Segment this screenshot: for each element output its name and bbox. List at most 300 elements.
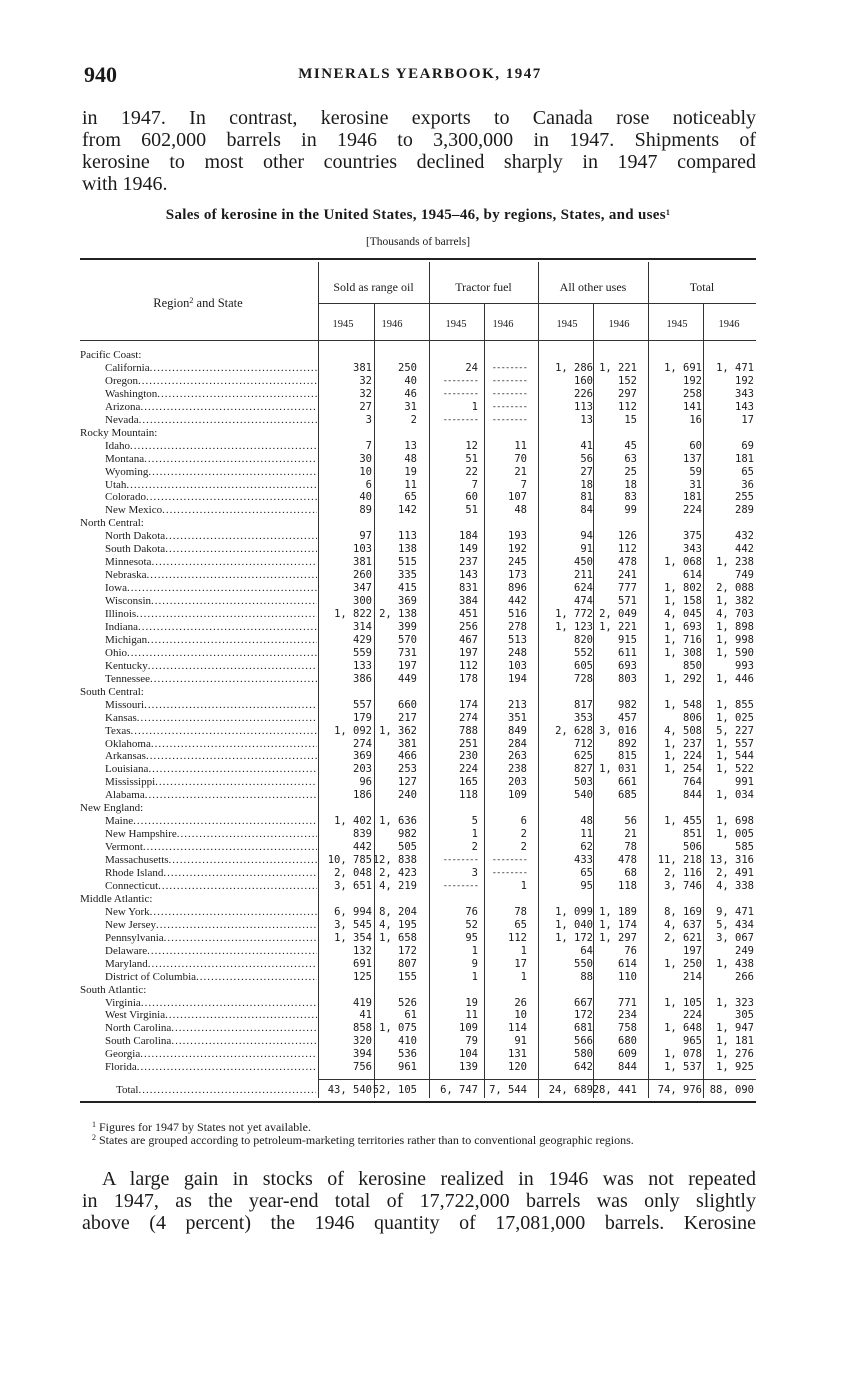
table-cell: 143 bbox=[459, 569, 478, 582]
table-cell: 3, 545 bbox=[334, 918, 372, 931]
table-cell: 982 bbox=[398, 828, 417, 841]
table-cell: 1 bbox=[471, 400, 478, 413]
region-row bbox=[80, 984, 756, 997]
empty-cell: -------- bbox=[491, 414, 527, 425]
table-row bbox=[80, 647, 756, 660]
state-label: Montana ..... bbox=[105, 453, 317, 466]
table-cell: 1, 123 bbox=[555, 620, 593, 633]
table-cell: 1 bbox=[520, 944, 527, 957]
table-row bbox=[80, 362, 756, 375]
table-cell: 12, 838 bbox=[372, 854, 417, 867]
table-cell: 764 bbox=[683, 776, 702, 789]
table-cell: 432 bbox=[735, 530, 754, 543]
table-cell: 110 bbox=[618, 970, 637, 983]
table-cell: 815 bbox=[618, 750, 637, 763]
table-cell: 31 bbox=[689, 478, 702, 491]
table-cell: 1, 822 bbox=[334, 608, 372, 620]
table-cell: 803 bbox=[618, 672, 637, 685]
table-cell: 249 bbox=[735, 944, 754, 957]
table-cell: 10, 785 bbox=[327, 854, 372, 867]
table-row bbox=[80, 789, 756, 802]
table-cell: 381 bbox=[398, 737, 417, 750]
table-cell: 91 bbox=[514, 1035, 527, 1048]
table-row bbox=[80, 569, 756, 582]
table-cell: 1, 557 bbox=[716, 737, 754, 750]
table-cell: 4, 045 bbox=[664, 608, 702, 620]
table-row bbox=[80, 634, 756, 647]
table-cell: 1, 362 bbox=[379, 724, 417, 737]
region-label: North Central: bbox=[80, 517, 144, 530]
table-cell: 605 bbox=[574, 659, 593, 672]
table-cell: 79 bbox=[465, 1035, 478, 1048]
table-row bbox=[80, 854, 756, 867]
table-cell: 526 bbox=[398, 996, 417, 1009]
table-row bbox=[80, 660, 756, 673]
table-cell: 61 bbox=[404, 1009, 417, 1022]
state-label: Nebraska ..... bbox=[105, 569, 317, 582]
table-cell: 1, 078 bbox=[664, 1048, 702, 1061]
table-cell: 353 bbox=[574, 711, 593, 724]
table-cell: 343 bbox=[683, 543, 702, 556]
table-title bbox=[80, 207, 756, 224]
total-cell: 24, 689 bbox=[548, 1084, 593, 1097]
state-label: Colorado ..... bbox=[105, 491, 317, 504]
table-cell: 174 bbox=[459, 698, 478, 711]
intro-line: with 1946. bbox=[82, 173, 168, 195]
table-cell: 133 bbox=[353, 659, 372, 672]
table-cell: 450 bbox=[574, 556, 593, 569]
state-label: South Dakota ..... bbox=[105, 543, 317, 556]
page-number: 940 bbox=[84, 62, 117, 87]
table-cell: 661 bbox=[618, 776, 637, 789]
table-cell: 5, 227 bbox=[716, 724, 754, 737]
table-cell: 94 bbox=[580, 530, 593, 543]
table-cell: 258 bbox=[683, 387, 702, 400]
state-label: Illinois ..... bbox=[105, 608, 317, 621]
region-row bbox=[80, 349, 756, 362]
table-cell: 1, 402 bbox=[334, 815, 372, 828]
table-cell: 758 bbox=[618, 1022, 637, 1035]
table-cell: 224 bbox=[683, 1009, 702, 1022]
table-cell: 65 bbox=[580, 867, 593, 879]
table-cell: 224 bbox=[459, 763, 478, 776]
table-row bbox=[80, 919, 756, 932]
table-cell: 103 bbox=[508, 659, 527, 672]
table-title-footnote-ref: 1 bbox=[665, 208, 671, 217]
table-cell: 1, 308 bbox=[664, 646, 702, 659]
table-cell: 3, 746 bbox=[664, 879, 702, 892]
table-cell: 1, 455 bbox=[664, 815, 702, 828]
table-cell: 466 bbox=[398, 750, 417, 763]
region-row bbox=[80, 517, 756, 530]
table-cell: 566 bbox=[574, 1035, 593, 1048]
table-cell: 369 bbox=[353, 750, 372, 763]
table-cell: 844 bbox=[683, 789, 702, 802]
table-cell: 48 bbox=[580, 815, 593, 828]
footnote-mark: 1 bbox=[92, 1120, 96, 1129]
table-row bbox=[80, 712, 756, 725]
table-cell: 2, 138 bbox=[379, 608, 417, 620]
table-row bbox=[80, 997, 756, 1010]
table-cell: 3, 067 bbox=[716, 931, 754, 944]
table-cell: 46 bbox=[404, 387, 417, 400]
table-cell: 961 bbox=[398, 1061, 417, 1074]
table-cell: 756 bbox=[353, 1061, 372, 1074]
region-label: Pacific Coast: bbox=[80, 349, 142, 361]
table-cell: 178 bbox=[459, 672, 478, 685]
table-cell: 2 bbox=[410, 413, 417, 426]
table-cell: 76 bbox=[465, 905, 478, 918]
table-cell: 7 bbox=[520, 478, 527, 491]
table-cell: 680 bbox=[618, 1035, 637, 1048]
table-cell: 114 bbox=[508, 1022, 527, 1035]
table-cell: 1, 005 bbox=[716, 828, 754, 841]
table-cell: 347 bbox=[353, 582, 372, 595]
table-cell: 21 bbox=[624, 828, 637, 841]
table-cell: 831 bbox=[459, 582, 478, 595]
table-cell: 681 bbox=[574, 1022, 593, 1035]
table-cell: 1, 522 bbox=[716, 763, 754, 776]
table-cell: 97 bbox=[359, 530, 372, 543]
state-label: Indiana ..... bbox=[105, 621, 317, 634]
table-cell: 132 bbox=[353, 944, 372, 957]
table-cell: 141 bbox=[683, 400, 702, 413]
table-row bbox=[80, 608, 756, 621]
state-label: Mississippi ..... bbox=[105, 776, 317, 789]
state-label: New Hampshire ..... bbox=[105, 828, 317, 841]
table-cell: 64 bbox=[580, 944, 593, 957]
table-cell: 63 bbox=[624, 452, 637, 465]
state-label: Oklahoma ..... bbox=[105, 738, 317, 751]
table-cell: 2, 048 bbox=[334, 867, 372, 879]
table-cell: 506 bbox=[683, 841, 702, 854]
table-cell: 442 bbox=[508, 595, 527, 608]
table-cell: 19 bbox=[404, 465, 417, 478]
table-cell: 104 bbox=[459, 1048, 478, 1061]
table-cell: 1, 691 bbox=[664, 361, 702, 374]
table-cell: 84 bbox=[580, 504, 593, 517]
total-cell: 88, 090 bbox=[709, 1084, 754, 1097]
table-cell: 138 bbox=[398, 543, 417, 556]
table-cell: 419 bbox=[353, 996, 372, 1009]
table-row bbox=[80, 750, 756, 763]
table-cell: 24 bbox=[465, 361, 478, 374]
table-cell: 127 bbox=[398, 776, 417, 789]
table-cell: 478 bbox=[618, 556, 637, 569]
state-label: District of Columbia ..... bbox=[105, 971, 317, 984]
table-cell: 118 bbox=[618, 879, 637, 892]
table-cell: 113 bbox=[398, 530, 417, 543]
table-cell: 2, 116 bbox=[664, 867, 702, 879]
table-cell: 1, 855 bbox=[716, 698, 754, 711]
table-cell: 260 bbox=[353, 569, 372, 582]
table-cell: 289 bbox=[735, 504, 754, 517]
column-group-header: All other uses bbox=[559, 280, 627, 294]
table-cell: 1, 693 bbox=[664, 620, 702, 633]
state-label: Texas ..... bbox=[105, 725, 317, 738]
table-cell: 139 bbox=[459, 1061, 478, 1074]
state-label: Pennsylvania ..... bbox=[105, 932, 317, 945]
table-cell: 112 bbox=[618, 543, 637, 556]
table-row bbox=[80, 971, 756, 984]
table-cell: 571 bbox=[618, 595, 637, 608]
table-cell: 394 bbox=[353, 1048, 372, 1061]
table-header bbox=[80, 262, 756, 340]
page-header bbox=[84, 62, 756, 88]
table-cell: 1, 590 bbox=[716, 646, 754, 659]
table-cell: 126 bbox=[618, 530, 637, 543]
empty-cell: -------- bbox=[442, 855, 478, 866]
table-cell: 552 bbox=[574, 646, 593, 659]
table-cell: 15 bbox=[624, 413, 637, 426]
table-cell: 1, 099 bbox=[555, 905, 593, 918]
empty-cell: -------- bbox=[491, 362, 527, 373]
table-row bbox=[80, 958, 756, 971]
table-cell: 6 bbox=[520, 815, 527, 828]
empty-cell: -------- bbox=[491, 375, 527, 386]
region-row bbox=[80, 893, 756, 906]
table-cell: 415 bbox=[398, 582, 417, 595]
table-cell: 1, 292 bbox=[664, 672, 702, 685]
year-header: 1946 bbox=[718, 319, 740, 330]
total-cell: 6, 747 bbox=[440, 1084, 478, 1097]
state-label: New Mexico ..... bbox=[105, 504, 317, 517]
table-cell: 1, 636 bbox=[379, 815, 417, 828]
table-row bbox=[80, 440, 756, 453]
table-cell: 60 bbox=[689, 439, 702, 452]
region-row bbox=[80, 427, 756, 440]
table-cell: 68 bbox=[624, 867, 637, 879]
table-row bbox=[80, 763, 756, 776]
table-cell: 107 bbox=[508, 491, 527, 504]
table-row bbox=[80, 738, 756, 751]
table-cell: 1, 172 bbox=[555, 931, 593, 944]
state-label: Connecticut ..... bbox=[105, 880, 317, 893]
table-cell: 16 bbox=[689, 413, 702, 426]
table-cell: 614 bbox=[683, 569, 702, 582]
table-cell: 137 bbox=[683, 452, 702, 465]
table-cell: 1, 354 bbox=[334, 931, 372, 944]
table-cell: 1, 158 bbox=[664, 595, 702, 608]
empty-cell: -------- bbox=[442, 375, 478, 386]
table-cell: 580 bbox=[574, 1048, 593, 1061]
table-cell: 59 bbox=[689, 465, 702, 478]
state-label: Maryland ..... bbox=[105, 958, 317, 971]
intro-line: from 602,000 barrels in 1946 to 3,300,000 in 1947. Shipments of bbox=[82, 129, 756, 151]
total-cell: 74, 976 bbox=[657, 1084, 702, 1097]
table-cell: 6, 994 bbox=[334, 905, 372, 918]
table-cell: 1, 716 bbox=[664, 633, 702, 646]
table-row bbox=[80, 388, 756, 401]
state-label: Utah ..... bbox=[105, 479, 317, 492]
state-label: Delaware ..... bbox=[105, 945, 317, 958]
table-cell: 1, 238 bbox=[716, 556, 754, 569]
table-bottom-rule bbox=[80, 1101, 756, 1103]
intro-line: in 1947. In contrast, kerosine exports to Canada rose noticeably bbox=[82, 107, 756, 129]
table-cell: 1, 276 bbox=[716, 1048, 754, 1061]
table-cell: 693 bbox=[618, 659, 637, 672]
table-cell: 474 bbox=[574, 595, 593, 608]
region-label: South Central: bbox=[80, 685, 144, 698]
state-label: Idaho ..... bbox=[105, 440, 317, 453]
table-cell: 585 bbox=[735, 841, 754, 854]
table-row bbox=[80, 776, 756, 789]
table-cell: 570 bbox=[398, 633, 417, 646]
table-cell: 2 bbox=[520, 841, 527, 854]
table-cell: 197 bbox=[398, 659, 417, 672]
table-cell: 1, 446 bbox=[716, 672, 754, 685]
table-cell: 266 bbox=[735, 970, 754, 983]
table-cell: 1 bbox=[520, 879, 527, 892]
empty-cell: -------- bbox=[491, 868, 527, 878]
table-cell: 1, 092 bbox=[334, 724, 372, 737]
table-cell: 1 bbox=[520, 970, 527, 983]
total-rule bbox=[318, 1079, 756, 1080]
table-cell: 48 bbox=[404, 452, 417, 465]
table-cell: 1 bbox=[471, 944, 478, 957]
table-cell: 109 bbox=[508, 789, 527, 802]
state-label: Alabama ..... bbox=[105, 789, 317, 802]
table-cell: 1, 297 bbox=[599, 931, 637, 944]
table-cell: 8, 204 bbox=[379, 905, 417, 918]
table-cell: 1, 075 bbox=[379, 1022, 417, 1035]
table-cell: 181 bbox=[683, 491, 702, 504]
table-cell: 18 bbox=[624, 478, 637, 491]
table-cell: 850 bbox=[683, 659, 702, 672]
table-cell: 2, 423 bbox=[379, 867, 417, 879]
table-cell: 820 bbox=[574, 633, 593, 646]
total-cell: 43, 540 bbox=[327, 1084, 372, 1097]
table-row bbox=[80, 932, 756, 945]
header-divider bbox=[538, 262, 539, 340]
year-header: 1946 bbox=[492, 319, 514, 330]
table-cell: 624 bbox=[574, 582, 593, 595]
table-cell: 274 bbox=[353, 737, 372, 750]
region-label: South Atlantic: bbox=[80, 983, 147, 996]
state-label: South Carolina ..... bbox=[105, 1035, 317, 1048]
table-cell: 1, 382 bbox=[716, 595, 754, 608]
table-cell: 1, 698 bbox=[716, 815, 754, 828]
table-cell: 18 bbox=[580, 478, 593, 491]
table-cell: 118 bbox=[459, 789, 478, 802]
table-cell: 515 bbox=[398, 556, 417, 569]
table-cell: 478 bbox=[618, 854, 637, 867]
table-units: [Thousands of barrels] bbox=[365, 236, 471, 248]
state-label: Ohio ..... bbox=[105, 647, 317, 660]
table-cell: 625 bbox=[574, 750, 593, 763]
table-cell: 300 bbox=[353, 595, 372, 608]
state-label: Arkansas ..... bbox=[105, 750, 317, 763]
table-cell: 9, 471 bbox=[716, 905, 754, 918]
table-cell: 305 bbox=[735, 1009, 754, 1022]
table-cell: 467 bbox=[459, 633, 478, 646]
table-cell: 52 bbox=[465, 918, 478, 931]
table-cell: 78 bbox=[624, 841, 637, 854]
table-cell: 384 bbox=[459, 595, 478, 608]
state-label: Wyoming ..... bbox=[105, 466, 317, 479]
table-cell: 449 bbox=[398, 672, 417, 685]
state-label: Wisconsin ..... bbox=[105, 595, 317, 608]
table-cell: 56 bbox=[580, 452, 593, 465]
table-cell: 1, 221 bbox=[599, 620, 637, 633]
table-row bbox=[80, 725, 756, 738]
stub-header-footnote-ref: 2 bbox=[189, 296, 194, 305]
table-cell: 60 bbox=[465, 491, 478, 504]
table-cell: 241 bbox=[618, 569, 637, 582]
table-cell: 1, 224 bbox=[664, 750, 702, 763]
state-label: West Virginia ..... bbox=[105, 1009, 317, 1022]
table-cell: 36 bbox=[741, 478, 754, 491]
table-cell: 234 bbox=[618, 1009, 637, 1022]
table-cell: 13 bbox=[580, 413, 593, 426]
header-bottom-rule bbox=[80, 340, 756, 341]
table-cell: 192 bbox=[735, 374, 754, 387]
table-cell: 19 bbox=[465, 996, 478, 1009]
state-label: New York ..... bbox=[105, 906, 317, 919]
table-cell: 32 bbox=[359, 387, 372, 400]
table-cell: 13 bbox=[404, 439, 417, 452]
table-cell: 284 bbox=[508, 737, 527, 750]
table-cell: 70 bbox=[514, 452, 527, 465]
table-cell: 131 bbox=[508, 1048, 527, 1061]
table-cell: 11 bbox=[514, 439, 527, 452]
table-cell: 386 bbox=[353, 672, 372, 685]
state-label: Washington ..... bbox=[105, 388, 317, 401]
table-cell: 685 bbox=[618, 789, 637, 802]
table-cell: 12 bbox=[465, 439, 478, 452]
table-cell: 851 bbox=[683, 828, 702, 841]
table-row bbox=[80, 556, 756, 569]
intro-line: kerosine to most other countries declined sharply in 1947 compared bbox=[82, 151, 756, 173]
table-cell: 27 bbox=[359, 400, 372, 413]
state-label: Louisiana ..... bbox=[105, 763, 317, 776]
table-cell: 1, 286 bbox=[555, 361, 593, 374]
table-cell: 194 bbox=[508, 672, 527, 685]
intro-paragraph bbox=[82, 107, 756, 195]
state-label: North Carolina ..... bbox=[105, 1022, 317, 1035]
table-row bbox=[80, 479, 756, 492]
table-cell: 41 bbox=[359, 1009, 372, 1022]
table-cell: 1, 250 bbox=[664, 957, 702, 970]
table-cell: 1, 648 bbox=[664, 1022, 702, 1035]
table-row bbox=[80, 867, 756, 880]
table-cell: 536 bbox=[398, 1048, 417, 1061]
table-row bbox=[80, 841, 756, 854]
total-cell: 7, 544 bbox=[489, 1084, 527, 1097]
table-cell: 806 bbox=[683, 711, 702, 724]
table-cell: 749 bbox=[735, 569, 754, 582]
table-cell: 982 bbox=[618, 698, 637, 711]
table-cell: 143 bbox=[735, 400, 754, 413]
table-cell: 1, 034 bbox=[716, 789, 754, 802]
table-cell: 827 bbox=[574, 763, 593, 776]
table-cell: 197 bbox=[683, 944, 702, 957]
table-cell: 192 bbox=[683, 374, 702, 387]
table-cell: 2, 049 bbox=[599, 608, 637, 620]
table-cell: 83 bbox=[624, 491, 637, 504]
table-cell: 1, 658 bbox=[379, 931, 417, 944]
table-cell: 213 bbox=[508, 698, 527, 711]
table-cell: 442 bbox=[353, 841, 372, 854]
state-label: Minnesota ..... bbox=[105, 556, 317, 569]
table-cell: 237 bbox=[459, 556, 478, 569]
table-cell: 248 bbox=[508, 646, 527, 659]
table-cell: 320 bbox=[353, 1035, 372, 1048]
closing-line: in 1947, as the year-end total of 17,722,000 barrels was only slightly bbox=[82, 1190, 756, 1212]
table-cell: 181 bbox=[735, 452, 754, 465]
table-cell: 197 bbox=[459, 646, 478, 659]
table-row bbox=[80, 906, 756, 919]
